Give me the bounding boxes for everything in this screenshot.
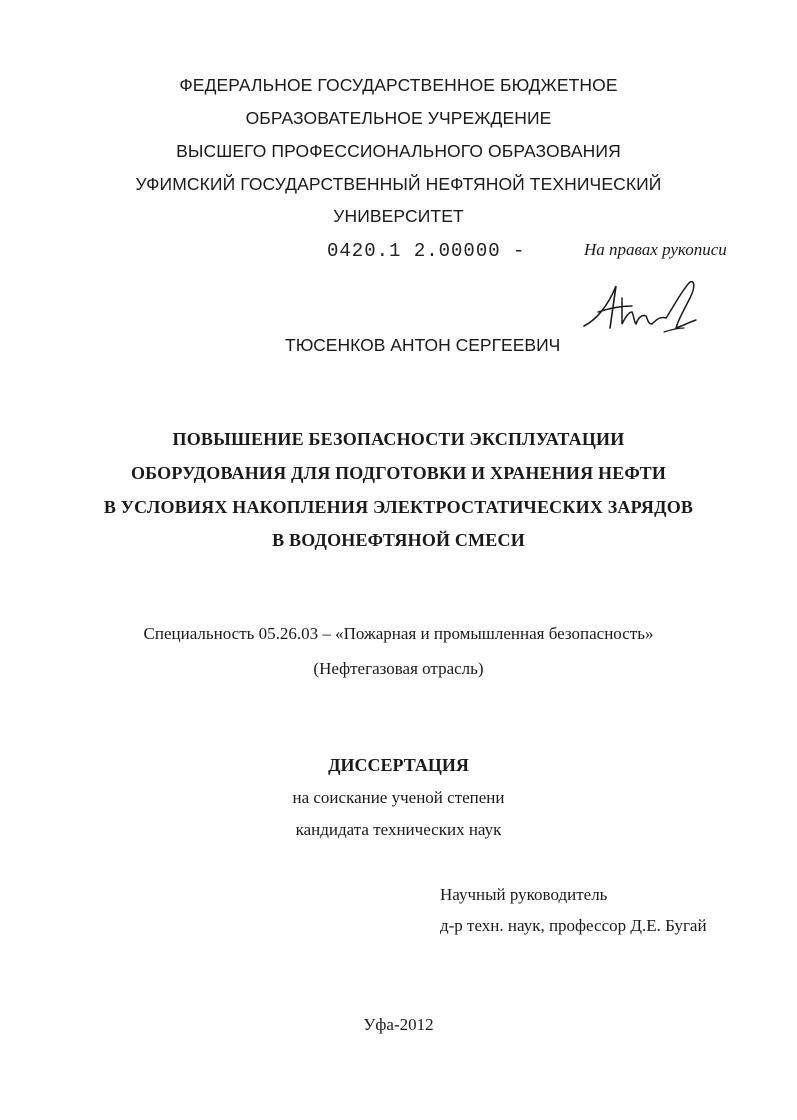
title-line-1: ПОВЫШЕНИЕ БЕЗОПАСНОСТИ ЭКСПЛУАТАЦИИ xyxy=(172,429,625,449)
title-line-3: В УСЛОВИЯХ НАКОПЛЕНИЯ ЭЛЕКТРОСТАТИЧЕСКИХ ЗАРЯДОВ xyxy=(103,497,694,517)
manuscript-note: На правах рукописи xyxy=(584,240,727,259)
author-name: ТЮСЕНКОВ АНТОН СЕРГЕЕВИЧ xyxy=(285,335,561,355)
title-line-2: ОБОРУДОВАНИЯ ДЛЯ ПОДГОТОВКИ И ХРАНЕНИЯ НЕФТИ xyxy=(130,463,667,483)
specialty-branch: (Нефтегазовая отрасль) xyxy=(313,659,484,678)
city-year: Уфа-2012 xyxy=(363,1015,434,1034)
specialty-line: Специальность 05.26.03 – «Пожарная и промышленная безопасность» xyxy=(143,624,654,643)
org-line-1: ФЕДЕРАЛЬНОЕ ГОСУДАРСТВЕННОЕ БЮДЖЕТНОЕ xyxy=(179,75,618,95)
dissertation-heading: ДИССЕРТАЦИЯ xyxy=(328,755,469,775)
degree-line-2: кандидата технических наук xyxy=(295,820,502,839)
supervisor-label: Научный руководитель xyxy=(440,885,608,904)
stamp-number: 0420.1 2.00000 - xyxy=(327,240,526,262)
signature-icon xyxy=(578,276,708,340)
supervisor-name: д-р техн. наук, профессор Д.Е. Бугай xyxy=(440,916,707,935)
degree-line-1: на соискание ученой степени xyxy=(292,788,505,807)
org-line-5: УНИВЕРСИТЕТ xyxy=(333,206,464,226)
title-line-4: В ВОДОНЕФТЯНОЙ СМЕСИ xyxy=(272,530,525,550)
org-line-2: ОБРАЗОВАТЕЛЬНОЕ УЧРЕЖДЕНИЕ xyxy=(245,108,552,128)
org-line-3: ВЫСШЕГО ПРОФЕССИОНАЛЬНОГО ОБРАЗОВАНИЯ xyxy=(176,141,621,161)
org-line-4: УФИМСКИЙ ГОСУДАРСТВЕННЫЙ НЕФТЯНОЙ ТЕХНИЧЕСКИЙ xyxy=(135,174,662,194)
